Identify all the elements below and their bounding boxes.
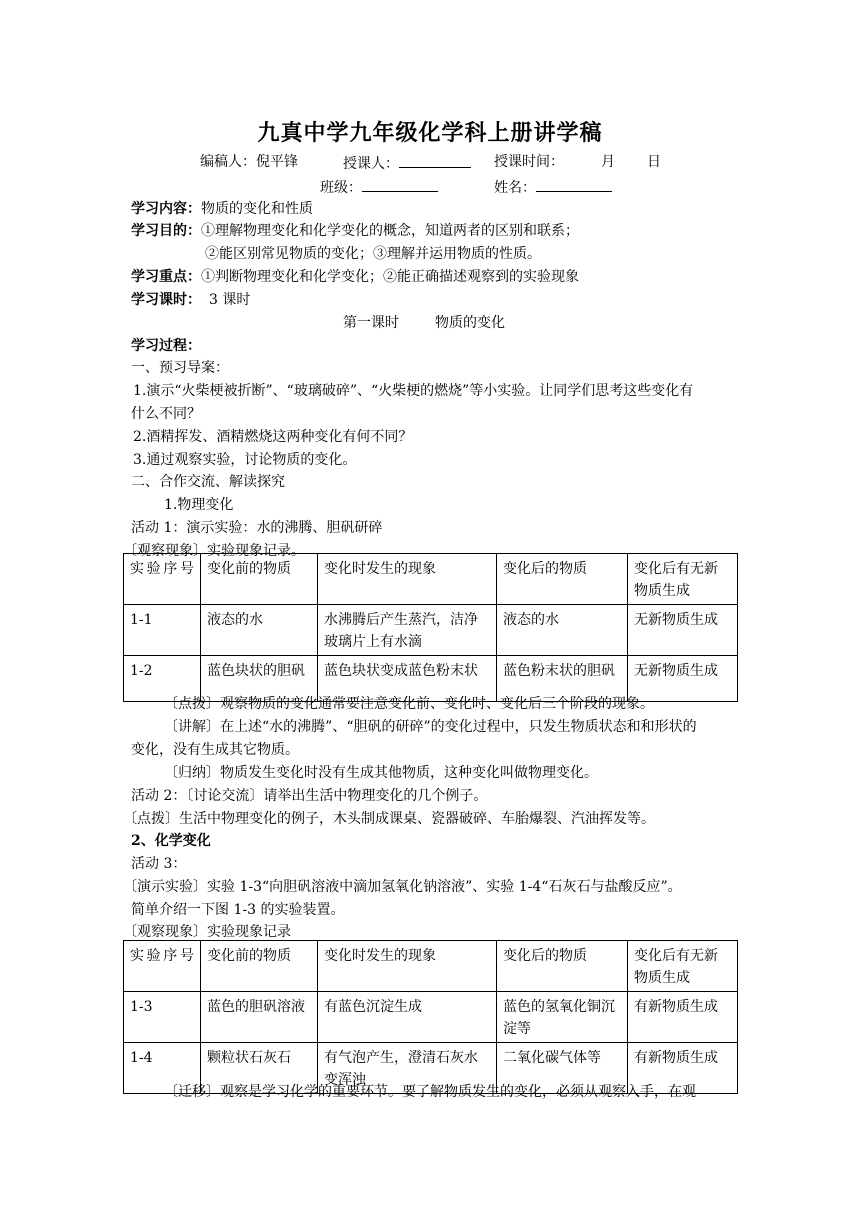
observe-3: 〔观察现象〕实验现象记录	[123, 924, 291, 940]
explain-1b: 变化，没有生成其它物质。	[131, 742, 299, 758]
table-header-row	[124, 554, 738, 605]
time-label: 授课时间：	[494, 154, 564, 170]
activity-2: 活动 2：〔讨论交流〕请举出生活中物理变化的几个例子。	[131, 788, 488, 804]
focus-line: 学习重点：①判断物理变化和化学变化；②能正确描述观察到的实验现象	[131, 269, 579, 285]
table-header-cell: 实验序号	[124, 941, 201, 992]
transfer-paragraph: 〔迁移〕观察是学习化学的重要环节。要了解物质发生的变化，必须从观察入手，在观	[164, 1084, 696, 1100]
goal-line-2: ②能区别常见物质的变化；③理解并运用物质的性质。	[205, 246, 541, 262]
table-cell: 颗粒状石灰石	[201, 1043, 318, 1094]
observe-1: 〔观察现象〕实验现象记录。	[123, 543, 305, 559]
explain-1a: 〔讲解〕在上述“水的沸腾”、“胆矾的研碎”的变化过程中，只发生物质状态和和形状的	[164, 719, 697, 735]
demo-3a: 〔演示实验〕实验 1-3“向胆矾溶液中滴加氢氧化钠溶液”、实验 1-4“石灰石与盐酸反应”。	[123, 879, 682, 895]
paragraph-1a: 1.演示“火柴梗被折断”、“玻璃破碎”、“火柴梗的燃烧”等小实验。让同学们思考这些变化有	[133, 383, 694, 399]
table-row	[124, 605, 738, 656]
table-header-cell: 变化时发生的现象	[318, 941, 497, 992]
activity-3: 活动 3：	[131, 856, 187, 872]
table-cell: 有新物质生成	[628, 1043, 738, 1094]
hours-line: 学习课时： 3 课时	[131, 292, 251, 308]
name-label: 姓名：	[494, 175, 612, 199]
table-header-cell: 变化前的物质	[201, 554, 318, 605]
table-header-cell: 实验序号	[124, 554, 201, 605]
table-cell: 无新物质生成	[628, 605, 738, 656]
table-cell: 1-3	[124, 992, 201, 1043]
table-cell: 水沸腾后产生蒸汽，洁净玻璃片上有水滴	[318, 605, 497, 656]
table-row	[124, 992, 738, 1043]
table-cell: 蓝色粉末状的胆矾	[497, 656, 628, 702]
table-cell: 二氧化碳气体等	[497, 1043, 628, 1094]
table-physical-change	[123, 553, 738, 702]
teacher-blank[interactable]	[399, 151, 471, 168]
table-cell: 蓝色块状变成蓝色粉末状	[318, 656, 497, 702]
class-label: 班级：	[320, 175, 438, 199]
subsection-physical: 1.物理变化	[164, 497, 234, 513]
name-blank[interactable]	[536, 175, 612, 192]
table-cell: 蓝色块状的胆矾	[201, 656, 318, 702]
table-header-cell: 变化后有无新物质生成	[628, 554, 738, 605]
subsection-chemical: 2、化学变化	[131, 833, 211, 849]
table-header-cell: 变化后有无新物质生成	[628, 941, 738, 992]
table-cell: 有蓝色沉淀生成	[318, 992, 497, 1043]
table-header-cell: 变化时发生的现象	[318, 554, 497, 605]
paragraph-3: 3.通过观察实验，讨论物质的变化。	[133, 452, 357, 468]
table-cell: 1-1	[124, 605, 201, 656]
tip-1: 〔点拨〕观察物质的变化通常要注意变化前、变化时、变化后三个阶段的现象。	[164, 696, 654, 712]
table-cell: 蓝色的氢氧化铜沉淀等	[497, 992, 628, 1043]
paragraph-1b: 什么不同？	[131, 406, 201, 422]
table-cell: 液态的水	[497, 605, 628, 656]
table-header-cell: 变化后的物质	[497, 941, 628, 992]
table-header-cell: 变化后的物质	[497, 554, 628, 605]
table-header-row	[124, 941, 738, 992]
table-cell: 1-4	[124, 1043, 201, 1094]
summary-1: 〔归纳〕物质发生变化时没有生成其他物质，这种变化叫做物理变化。	[164, 765, 598, 781]
lesson-heading: 第一课时 物质的变化	[343, 315, 505, 331]
editor-label: 编稿人：倪平锋	[200, 154, 298, 170]
table-chemical-change	[123, 940, 738, 1094]
table-cell: 1-2	[124, 656, 201, 702]
activity-1: 活动 1：演示实验：水的沸腾、胆矾研碎	[131, 520, 383, 536]
month-label: 月	[601, 154, 615, 170]
day-label: 日	[647, 154, 661, 170]
class-blank[interactable]	[362, 175, 438, 192]
demo-3b: 简单介绍一下图 1-3 的实验装置。	[131, 902, 345, 918]
table-cell: 有气泡产生，澄清石灰水变浑浊	[318, 1043, 497, 1094]
tip-2: 〔点拨〕生活中物理变化的例子，木头制成课桌、瓷器破碎、车胎爆裂、汽油挥发等。	[123, 811, 655, 827]
section-1-heading: 一、预习导案：	[131, 360, 229, 376]
table-cell: 有新物质生成	[628, 992, 738, 1043]
table-cell: 液态的水	[201, 605, 318, 656]
section-2-heading: 二、合作交流、解读探究	[131, 474, 285, 490]
goal-line-1: 学习目的：①理解物理变化和化学变化的概念，知道两者的区别和联系；	[131, 223, 579, 239]
content-line: 学习内容：物质的变化和性质	[131, 201, 313, 217]
table-cell: 无新物质生成	[628, 656, 738, 702]
table-cell: 蓝色的胆矾溶液	[201, 992, 318, 1043]
teacher-label: 授课人：	[343, 151, 471, 175]
paragraph-2: 2.酒精挥发、酒精燃烧这两种变化有何不同？	[133, 429, 413, 445]
document-title: 九真中学九年级化学科上册讲学稿	[257, 120, 603, 146]
process-label: 学习过程：	[131, 338, 201, 354]
table-header-cell: 变化前的物质	[201, 941, 318, 992]
